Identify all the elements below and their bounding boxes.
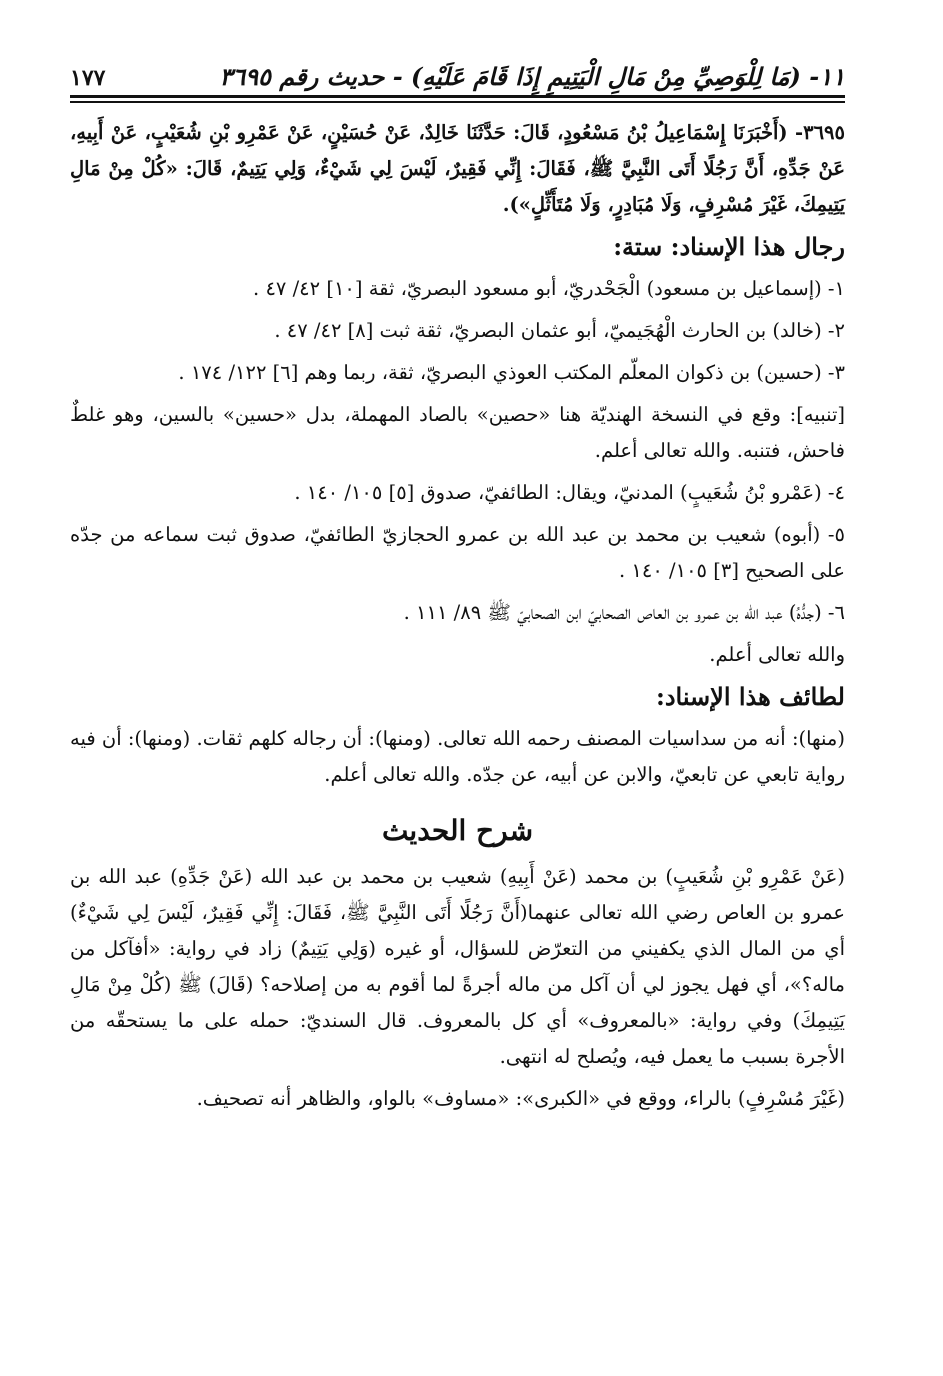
commentary-heading: شرح الحديث: [381, 814, 534, 847]
header-rule-thin: [70, 101, 845, 103]
narrator-item: ٢- (خالد) بن الحارث الْهُجَيميّ، أبو عثمان البصريّ، ثقة ثبت [٨] ٤٢/ ٤٧ .: [274, 319, 845, 342]
commentary-paragraph: (غَيْرَ مُسْرِفٍ) بالراء، ووقع في «الكبرى»: «مساوف» بالواو، والظاهر أنه تصحيف.: [196, 1087, 845, 1110]
hadith-text: ٣٦٩٥- (أَخْبَرَنَا إِسْمَاعِيلُ بْنُ مَسْعُودٍ، قَالَ: حَدَّثَنَا خَالِدٌ، عَنْ حُسَيْنٍ، عَنْ عَمْرِو بْنِ شُعَيْبٍ، عَنْ أَبِيهِ، عَنْ جَدِّهِ، أَنَّ رَجُلًا أَتَى النَّبِيَّ ﷺ، فَقَالَ: إِنِّي فَقِيرٌ، لَيْسَ لِي شَيْءٌ، وَلِي يَتِيمٌ، قَالَ: «كُلْ مِنْ مَالِ يَتِيمِكَ، غَيْرَ مُسْرِفٍ، وَلَا مُبَادِرٍ، وَلَا مُتَأَثِّلٍ»).: [70, 121, 845, 216]
page-number: ١٧٧: [70, 65, 106, 91]
header-rule-thick: [70, 95, 845, 98]
narrator-item: ٥- (أبوه) شعيب بن محمد بن عبد الله بن عمرو الحجازيّ الطائفيّ، صدوق ثبت سماعه من جدّه على الصحيح [٣] ١٠٥/ ١٤٠ .: [70, 523, 845, 582]
running-header: [70, 62, 845, 95]
narrator-item: ١- (إسماعيل بن مسعود) الْجَحْدريّ، أبو مسعود البصريّ، ثقة [١٠] ٤٢/ ٤٧ .: [253, 277, 845, 300]
header-rule: [70, 95, 845, 107]
narrator-item: ٦- (جدُّهُ) عبد الله بن عمرو بن العاص الصحابيّ ابن الصحابيّ ﷺ ٨٩/ ١١١ .: [403, 601, 845, 624]
subtleties-text: (منها): أنه من سداسيات المصنف رحمه الله تعالى. (ومنها): أن رجاله كلهم ثقات. (ومنها): أن فيه رواية تابعي عن تابعيّ، والابن عن أبيه، عن جدّه. والله تعالى أعلم.: [70, 727, 845, 786]
commentary-paragraph: (عَنْ عَمْرِو بْنِ شُعَيبٍ) بن محمد (عَنْ أَبِيهِ) شعيب بن محمد بن عبد الله (عَنْ جَدِّهِ) عبد الله بن عمرو بن العاص رضي الله تعالى عنهما(أَنَّ رَجُلًا أَتَى النَّبِيَّ ﷺ، فَقَالَ: إِنِّي فَقِيرٌ، لَيْسَ لِي شَيْءٌ) أي من المال الذي يكفيني من التعرّض للسؤال، أو غيره (وَلِي يَتِيمٌ) زاد في رواية: «أفآكل من ماله؟»، أي فهل يجوز لي أن آكل من ماله أجرةً لما أقوم به من إصلاحه؟ (قَالَ) ﷺ (كُلْ مِنْ مَالِ يَتِيمِكَ) وفي رواية: «بالمعروف» أي كل بالمعروف. قال السنديّ: حمله على ما يستحقّه من الأجرة بسبب ما يعمل فيه، ويُصلح له انتهى.: [70, 865, 845, 1068]
subtleties-heading: لطائف هذا الإسناد:: [655, 682, 845, 711]
document-page: [70, 62, 845, 1123]
note-paragraph: [تنبيه]: وقع في النسخة الهنديّة هنا «حصين» بالصاد المهملة، بدل «حسين» بالسين، وهو غلطٌ فاحش، فتنبه. والله تعالى أعلم.: [70, 403, 845, 462]
narrator-item: ٤- (عَمْرو بْنُ شُعَيبٍ) المدنيّ، ويقال: الطائفيّ، صدوق [٥] ١٠٥/ ١٤٠ .: [294, 481, 845, 504]
narrators-heading: رجال هذا الإسناد: ستة:: [613, 232, 845, 261]
narrator-item: ٣- (حسين) بن ذكوان المعلّم المكتب العوذي البصريّ، ثقة، ربما وهم [٦] ١٢٢/ ١٧٤ .: [178, 361, 845, 384]
running-title: ١١- (مَا لِلْوَصِيِّ مِنْ مَالِ الْيَتِيمِ إِذَا قَامَ عَلَيْهِ) - حديث رقم ٣٦٩٥: [219, 62, 845, 91]
closing-line: والله تعالى أعلم.: [709, 643, 845, 666]
